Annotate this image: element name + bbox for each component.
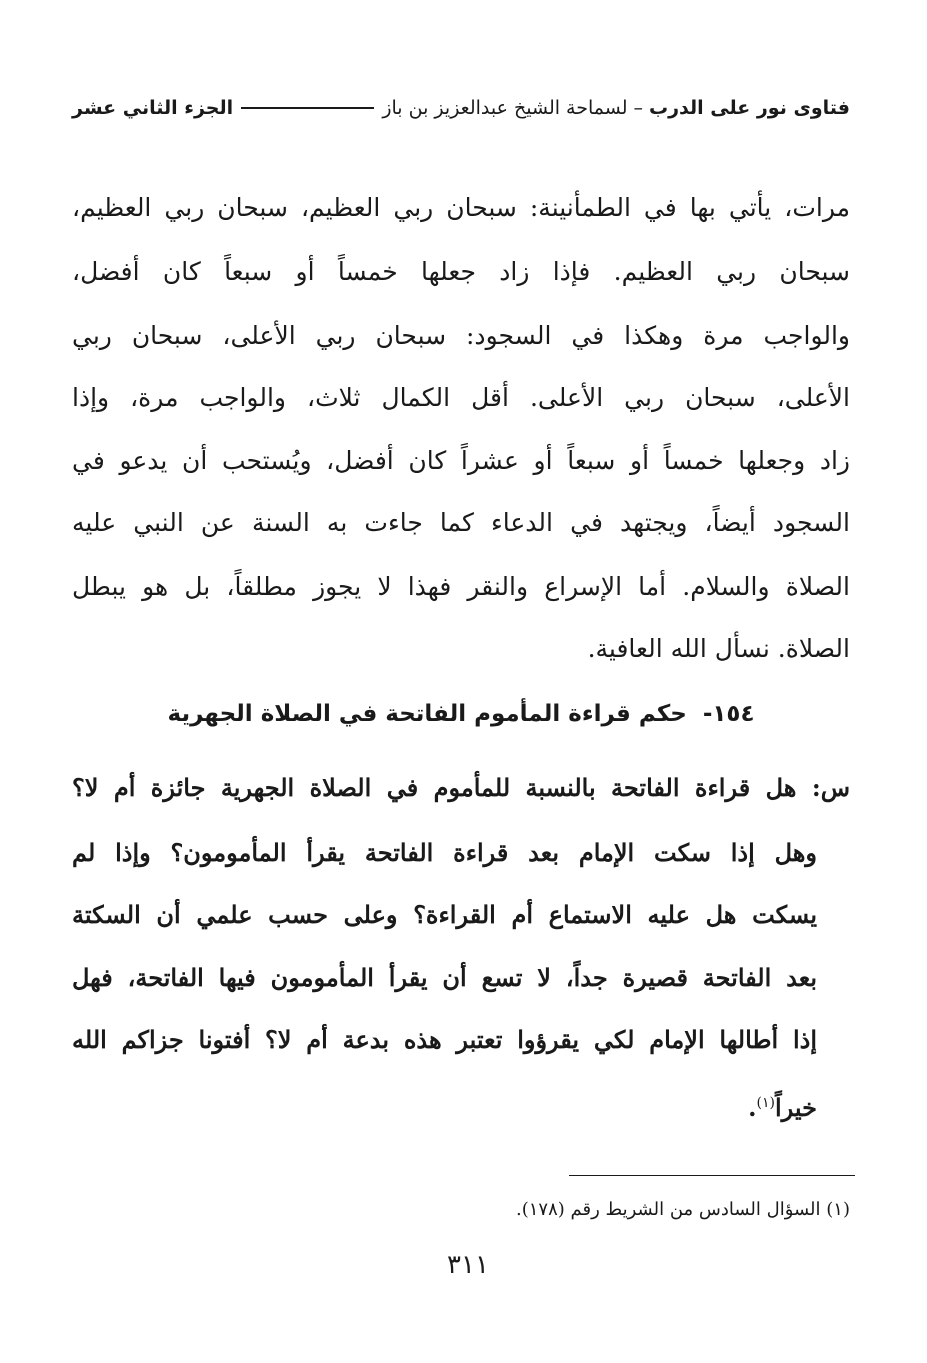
question-line: إذا أطالها الإمام لكي يقرؤوا تعتبر هذه بدعة أم لا؟ أفتونا جزاكم الله <box>72 1025 817 1054</box>
paragraph-line: الأعلى، سبحان ربي الأعلى. أقل الكمال ثلاث، والواجب مرة، وإذا <box>72 383 850 412</box>
paragraph-line: زاد وجعلها خمساً أو سبعاً أو عشراً كان أفضل، ويُستحب أن يدعو في <box>72 446 850 475</box>
question-line: وهل إذا سكت الإمام بعد قراءة الفاتحة يقرأ المأمومون؟ وإذا لم <box>72 838 817 867</box>
question-end-mark: . <box>748 1093 757 1122</box>
question-line: بعد الفاتحة قصيرة جداً، لا تسع أن يقرأ المأمومون فيها الفاتحة، فهل <box>72 963 817 992</box>
footnote: (١) السؤال السادس من الشريط رقم (١٧٨). <box>516 1199 850 1220</box>
question-closing-word: خيراً <box>775 1093 817 1122</box>
paragraph-line: مرات، يأتي بها في الطمأنينة: سبحان ربي العظيم، سبحان ربي العظيم، <box>72 193 850 222</box>
volume-label: الجزء الثاني عشر <box>72 97 234 119</box>
header-separator: – <box>633 97 643 119</box>
section-heading <box>72 692 850 736</box>
footnote-separator <box>569 1175 855 1176</box>
paragraph-line: الصلاة. نسأل الله العافية. <box>587 634 850 663</box>
paragraph-line: الصلاة والسلام. أما الإسراع والنقر فهذا لا يجوز مطلقاً، بل هو يبطل <box>72 572 850 601</box>
question-line: س: هل قراءة الفاتحة بالنسبة للمأموم في الصلاة الجهرية جائزة أم لا؟ <box>72 773 850 802</box>
paragraph-line: السجود أيضاً، ويجتهد في الدعاء كما جاءت به السنة عن النبي عليه <box>72 508 850 537</box>
paragraph-line: والواجب مرة وهكذا في السجود: سبحان ربي الأعلى، سبحان ربي <box>72 321 850 350</box>
question-line: يسكت هل عليه الاستماع أم القراءة؟ وعلى حسب علمي أن السكتة <box>72 900 817 929</box>
page-number: ٣١١ <box>447 1250 489 1280</box>
header-rule <box>241 107 374 109</box>
question-line-last <box>72 1083 817 1123</box>
paragraph-line: سبحان ربي العظيم. فإذا زاد جعلها خمساً أو سبعاً كان أفضل، <box>72 257 850 286</box>
section-number: ١٥٤- <box>702 701 755 727</box>
book-title: فتاوى نور على الدرب <box>649 97 850 119</box>
author-name: لسماحة الشيخ عبدالعزيز بن باز <box>382 97 628 119</box>
footnote-marker: (١) <box>756 1095 775 1111</box>
section-title: حكم قراءة المأموم الفاتحة في الصلاة الجهرية <box>167 701 687 727</box>
running-header <box>72 88 850 128</box>
